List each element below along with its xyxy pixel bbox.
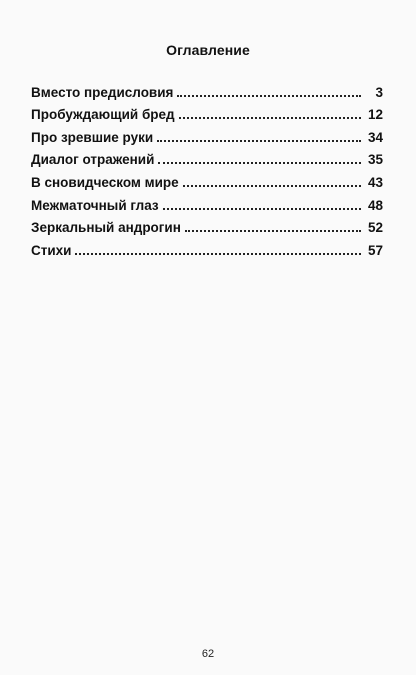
toc-dot-leader (163, 207, 361, 210)
toc-entry-page: 52 (367, 220, 383, 236)
toc-entry-page: 34 (367, 129, 383, 145)
page-number: 62 (201, 648, 215, 660)
toc-dot-leader (177, 94, 361, 97)
toc-entry-title: Про зревшие руки (31, 129, 154, 145)
toc-entry-title: Межматочный глаз (31, 197, 159, 213)
toc-dot-leader (183, 184, 361, 187)
toc-entry-title: Вместо предисловия (31, 84, 174, 100)
toc-entry (31, 123, 383, 146)
toc-dot-leader (185, 229, 361, 232)
toc-entry (31, 78, 383, 101)
toc-entry-page: 57 (367, 242, 383, 258)
toc-entry (31, 146, 383, 169)
toc-entry-title: Пробуждающий бред (31, 107, 175, 123)
toc-entry-title: В сновидческом мире (31, 174, 179, 190)
toc-entry (31, 191, 383, 214)
toc-entry (31, 236, 383, 259)
toc-entry-page: 48 (367, 197, 383, 213)
toc-dot-leader (179, 116, 361, 119)
toc-entry-title: Зеркальный андрогин (31, 220, 181, 236)
toc-entry-title: Диалог отражений (31, 152, 155, 168)
toc-entry-title: Стихи (31, 242, 72, 258)
toc-entry-page: 3 (375, 84, 383, 100)
toc-entry-page: 35 (367, 152, 383, 168)
toc-entry (31, 214, 383, 237)
toc-dot-leader (158, 161, 361, 164)
toc-entry-page: 12 (367, 107, 383, 123)
toc-entry (31, 168, 383, 191)
table-of-contents (31, 78, 383, 259)
toc-dot-leader (157, 139, 361, 142)
toc-entry-page: 43 (367, 174, 383, 190)
toc-entry (31, 101, 383, 124)
toc-dot-leader (75, 252, 361, 255)
page-title: Оглавление (166, 42, 250, 58)
